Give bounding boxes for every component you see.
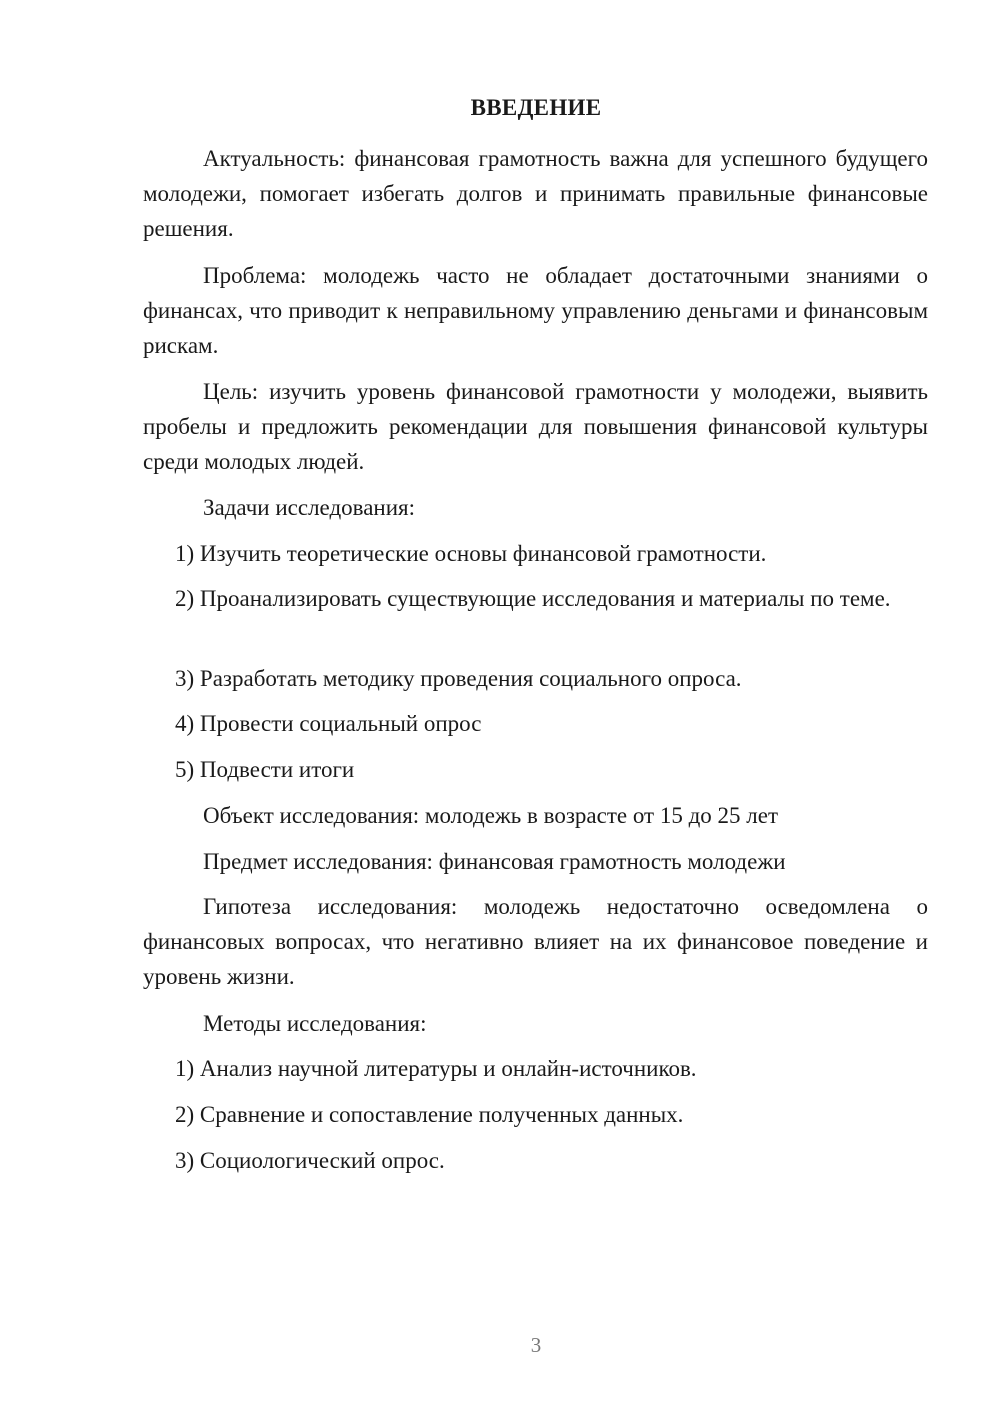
object-paragraph: Объект исследования: молодежь в возрасте от 15 до 25 лет: [203, 803, 779, 828]
hypothesis-paragraph: Гипотеза исследования: молодежь недостаточно осведомлена о финансовых вопросах, что негативно влияет на их финансовое поведение и уровень жизни.: [143, 894, 928, 989]
relevance-paragraph: Актуальность: финансовая грамотность важна для успешного будущего молодежи, помогает избегать долгов и принимать правильные финансовые решения.: [143, 146, 928, 241]
page-title: ВВЕДЕНИЕ: [470, 95, 602, 120]
tasks-heading: Задачи исследования:: [203, 495, 416, 520]
task-item-4: 4) Провести социальный опрос: [175, 711, 482, 736]
subject-paragraph: Предмет исследования: финансовая грамотность молодежи: [203, 849, 786, 874]
method-item-1: 1) Анализ научной литературы и онлайн-источников.: [175, 1056, 697, 1081]
methods-heading: Методы исследования:: [203, 1011, 427, 1036]
method-item-2: 2) Сравнение и сопоставление полученных данных.: [175, 1102, 684, 1127]
page-number: 3: [530, 1333, 542, 1357]
task-item-2: 2) Проанализировать существующие исследования и материалы по теме.: [175, 586, 891, 611]
method-item-3: 3) Социологический опрос.: [175, 1148, 445, 1173]
task-item-3: 3) Разработать методику проведения социального опроса.: [175, 666, 742, 691]
goal-paragraph: Цель: изучить уровень финансовой грамотности у молодежи, выявить пробелы и предложить рекомендации для повышения финансовой культуры среди молодых людей.: [143, 379, 928, 474]
task-item-1: 1) Изучить теоретические основы финансовой грамотности.: [175, 541, 767, 566]
task-item-5: 5) Подвести итоги: [175, 757, 355, 782]
problem-paragraph: Проблема: молодежь часто не обладает достаточными знаниями о финансах, что приводит к неправильному управлению деньгами и финансовым рискам.: [143, 263, 928, 358]
